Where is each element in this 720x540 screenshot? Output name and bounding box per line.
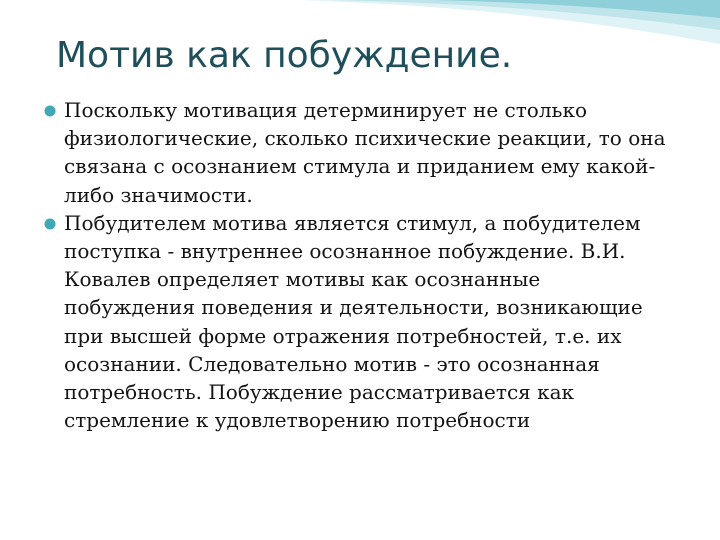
bullet-text: Побудителем мотива является стимул, а побудителем поступка - внутреннее осознанное побуждение. В.И. Ковалев определяет мотивы как осознанные побуждения поведения и деятельности, возникающие при высшей форме отражения потребностей, т.е. их осознании. Следовательно мотив - это осознанная потребность. Побуждение рассматривается как стремление к удовлетворению потребности xyxy=(64,210,643,433)
circle-bullet-icon xyxy=(44,218,56,230)
slide-title: Мотив как побуждение. xyxy=(56,35,513,76)
bullet-text: Поскольку мотивация детерминирует не столько физиологические, сколько психические реакции, то она связана с осознанием стимула и приданием ему какой-либо значимости. xyxy=(64,98,666,207)
bullet-list xyxy=(64,96,676,434)
circle-bullet-icon xyxy=(44,105,56,117)
bullet-item xyxy=(64,209,676,435)
bullet-item xyxy=(64,96,676,209)
